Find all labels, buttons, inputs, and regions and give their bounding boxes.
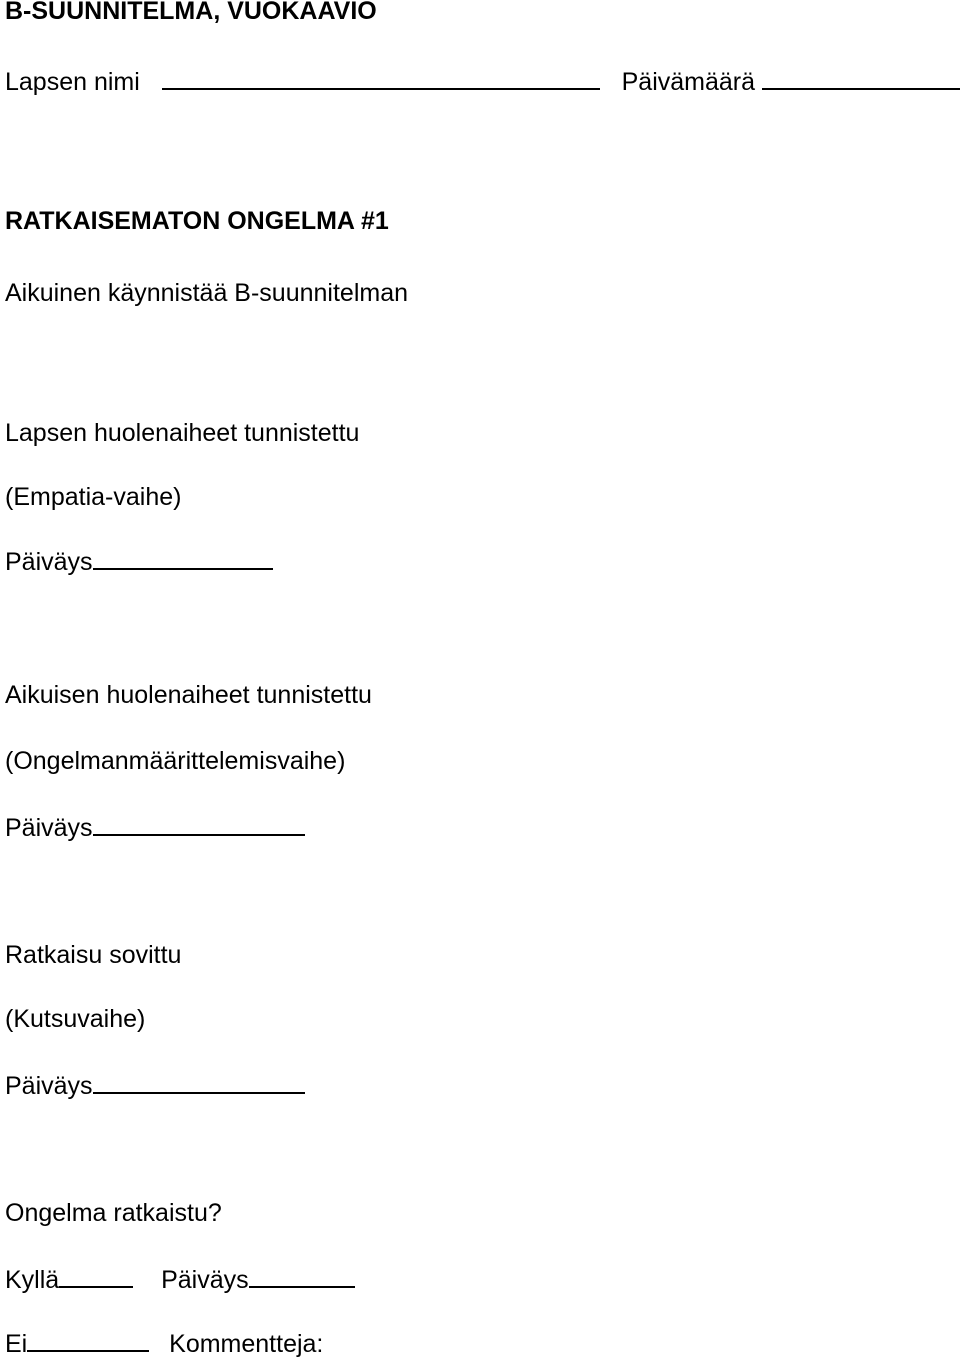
yes-blank[interactable] [59,1264,133,1288]
step-3-phase: (Kutsuvaihe) [5,1005,146,1033]
resolved-question: Ongelma ratkaistu? [5,1199,222,1227]
step-2-date-blank[interactable] [93,812,305,836]
step-1-date-row [5,546,273,576]
comments-label: Kommentteja: [169,1330,324,1358]
resolved-yes-row [5,1264,355,1294]
step-3-title: Ratkaisu sovittu [5,941,182,969]
step-1-title: Lapsen huolenaiheet tunnistettu [5,419,360,447]
header-fields-row [5,66,960,96]
child-name-label: Lapsen nimi [5,68,140,96]
step-3-date-row [5,1070,305,1100]
step-2-date-row [5,812,305,842]
problem-heading: RATKAISEMATON ONGELMA #1 [5,207,389,235]
child-name-blank[interactable] [162,66,600,90]
resolved-date-blank[interactable] [249,1264,355,1288]
no-blank[interactable] [27,1328,149,1352]
step-2-title: Aikuisen huolenaiheet tunnistettu [5,681,372,709]
document-title: B-SUUNNITELMA, VUOKAAVIO [5,0,377,25]
date-label: Päivämäärä [621,68,756,96]
step-2-date-label: Päiväys [5,814,93,842]
resolved-no-row [5,1328,323,1358]
step-1-date-label: Päiväys [5,548,93,576]
step-1-phase: (Empatia-vaihe) [5,483,182,511]
step-2-phase: (Ongelmanmäärittelemisvaihe) [5,747,346,775]
resolved-date-label: Päiväys [161,1266,249,1294]
step-1-date-blank[interactable] [93,546,273,570]
step-3-date-label: Päiväys [5,1072,93,1100]
date-blank[interactable] [762,66,960,90]
step-3-date-blank[interactable] [93,1070,305,1094]
no-label: Ei [5,1330,28,1358]
start-text: Aikuinen käynnistää B-suunnitelman [5,279,409,307]
yes-label: Kyllä [5,1266,60,1294]
